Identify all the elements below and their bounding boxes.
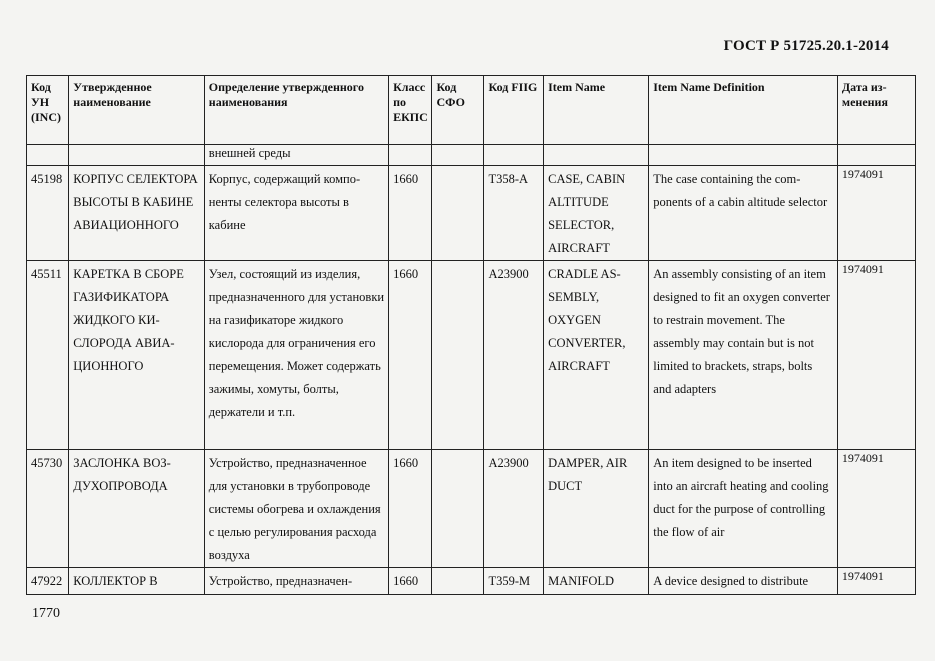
cell-name: КОЛЛЕКТОР В bbox=[69, 568, 205, 595]
cell-inc: 45511 bbox=[27, 261, 69, 450]
page-number: 1770 bbox=[32, 606, 60, 621]
continuation-text: внешней среды bbox=[204, 145, 388, 166]
cell-inc: 45198 bbox=[27, 166, 69, 261]
col-header-fiig: Код FIIG bbox=[484, 76, 544, 145]
col-header-class: Класс по ЕКПС bbox=[389, 76, 432, 145]
table-header-row bbox=[27, 76, 916, 145]
cell-definition: Корпус, содержащий компоненты селектора высоты в кабине bbox=[204, 166, 388, 261]
cell-fiig: A23900 bbox=[484, 261, 544, 450]
cell-date: 1974091 bbox=[837, 261, 915, 450]
cell-class: 1660 bbox=[389, 166, 432, 261]
cell-definition: Узел, состоящий из изделия, предназначенного для установки на газификаторе жидкого кислорода для ограничения его перемещения. Может содержать зажимы, хомуты, болты, держатели и т.п. bbox=[204, 261, 388, 450]
cell-definition: Устройство, предназначен- bbox=[204, 568, 388, 595]
cell-fiig: T359-M bbox=[484, 568, 544, 595]
cell-definition: Устройство, предназначенное для установки в трубопроводе системы обогрева и охлаждения с целью регулирования расхода воздуха bbox=[204, 450, 388, 568]
cell-sfo bbox=[432, 450, 484, 568]
cell-item-definition: An item designed to be inserted into an aircraft heating and cooling duct for the purpose of controlling the flow of air bbox=[649, 450, 838, 568]
cell-sfo bbox=[432, 261, 484, 450]
cell-item-definition: A device designed to distribute bbox=[649, 568, 838, 595]
cell-item-name: CASE, CABIN ALTITUDE SELECTOR, AIRCRAFT bbox=[544, 166, 649, 261]
cell-sfo bbox=[432, 166, 484, 261]
cell-class: 1660 bbox=[389, 568, 432, 595]
col-header-item-name: Item Name bbox=[544, 76, 649, 145]
col-header-date: Дата изменения bbox=[837, 76, 915, 145]
cell-name: ЗАСЛОНКА ВОЗДУХОПРОВОДА bbox=[69, 450, 205, 568]
table-row bbox=[27, 450, 916, 568]
col-header-approved-name: Утвержденное наименование bbox=[69, 76, 205, 145]
col-header-inc: Код УН (INC) bbox=[27, 76, 69, 145]
cell-date: 1974091 bbox=[837, 450, 915, 568]
col-header-definition: Определение утвержденного наименования bbox=[204, 76, 388, 145]
table-row bbox=[27, 261, 916, 450]
col-header-item-definition: Item Name Definition bbox=[649, 76, 838, 145]
cell-date: 1974091 bbox=[837, 166, 915, 261]
cell-date: 1974091 bbox=[837, 568, 915, 595]
cell-item-name: DAMPER, AIR DUCT bbox=[544, 450, 649, 568]
cell-fiig: T358-A bbox=[484, 166, 544, 261]
cell-sfo bbox=[432, 568, 484, 595]
table-row bbox=[27, 568, 916, 595]
cell-class: 1660 bbox=[389, 450, 432, 568]
cell-item-definition: The case containing the components of a cabin altitude selector bbox=[649, 166, 838, 261]
standard-designation: ГОСТ Р 51725.20.1-2014 bbox=[723, 38, 889, 54]
cell-inc: 47922 bbox=[27, 568, 69, 595]
cell-inc: 45730 bbox=[27, 450, 69, 568]
cell-name: КОРПУС СЕЛЕКТОРА ВЫСОТЫ В КАБИНЕ АВИАЦИОННОГО bbox=[69, 166, 205, 261]
cell-name: КАРЕТКА В СБОРЕ ГАЗИФИКАТОРА ЖИДКОГО КИСЛОРОДА АВИАЦИОННОГО bbox=[69, 261, 205, 450]
cell-item-definition: An assembly consisting of an item designed to fit an oxygen converter to restrain movement. The assembly may contain but is not limited to brackets, straps, bolts and adapters bbox=[649, 261, 838, 450]
cell-item-name: MANIFOLD bbox=[544, 568, 649, 595]
cell-fiig: A23900 bbox=[484, 450, 544, 568]
table-row bbox=[27, 166, 916, 261]
col-header-sfo: Код СФО bbox=[432, 76, 484, 145]
continuation-row bbox=[27, 145, 916, 166]
item-name-table bbox=[26, 75, 916, 595]
cell-item-name: CRADLE ASSEMBLY, OXYGEN CONVERTER, AIRCRAFT bbox=[544, 261, 649, 450]
cell-class: 1660 bbox=[389, 261, 432, 450]
